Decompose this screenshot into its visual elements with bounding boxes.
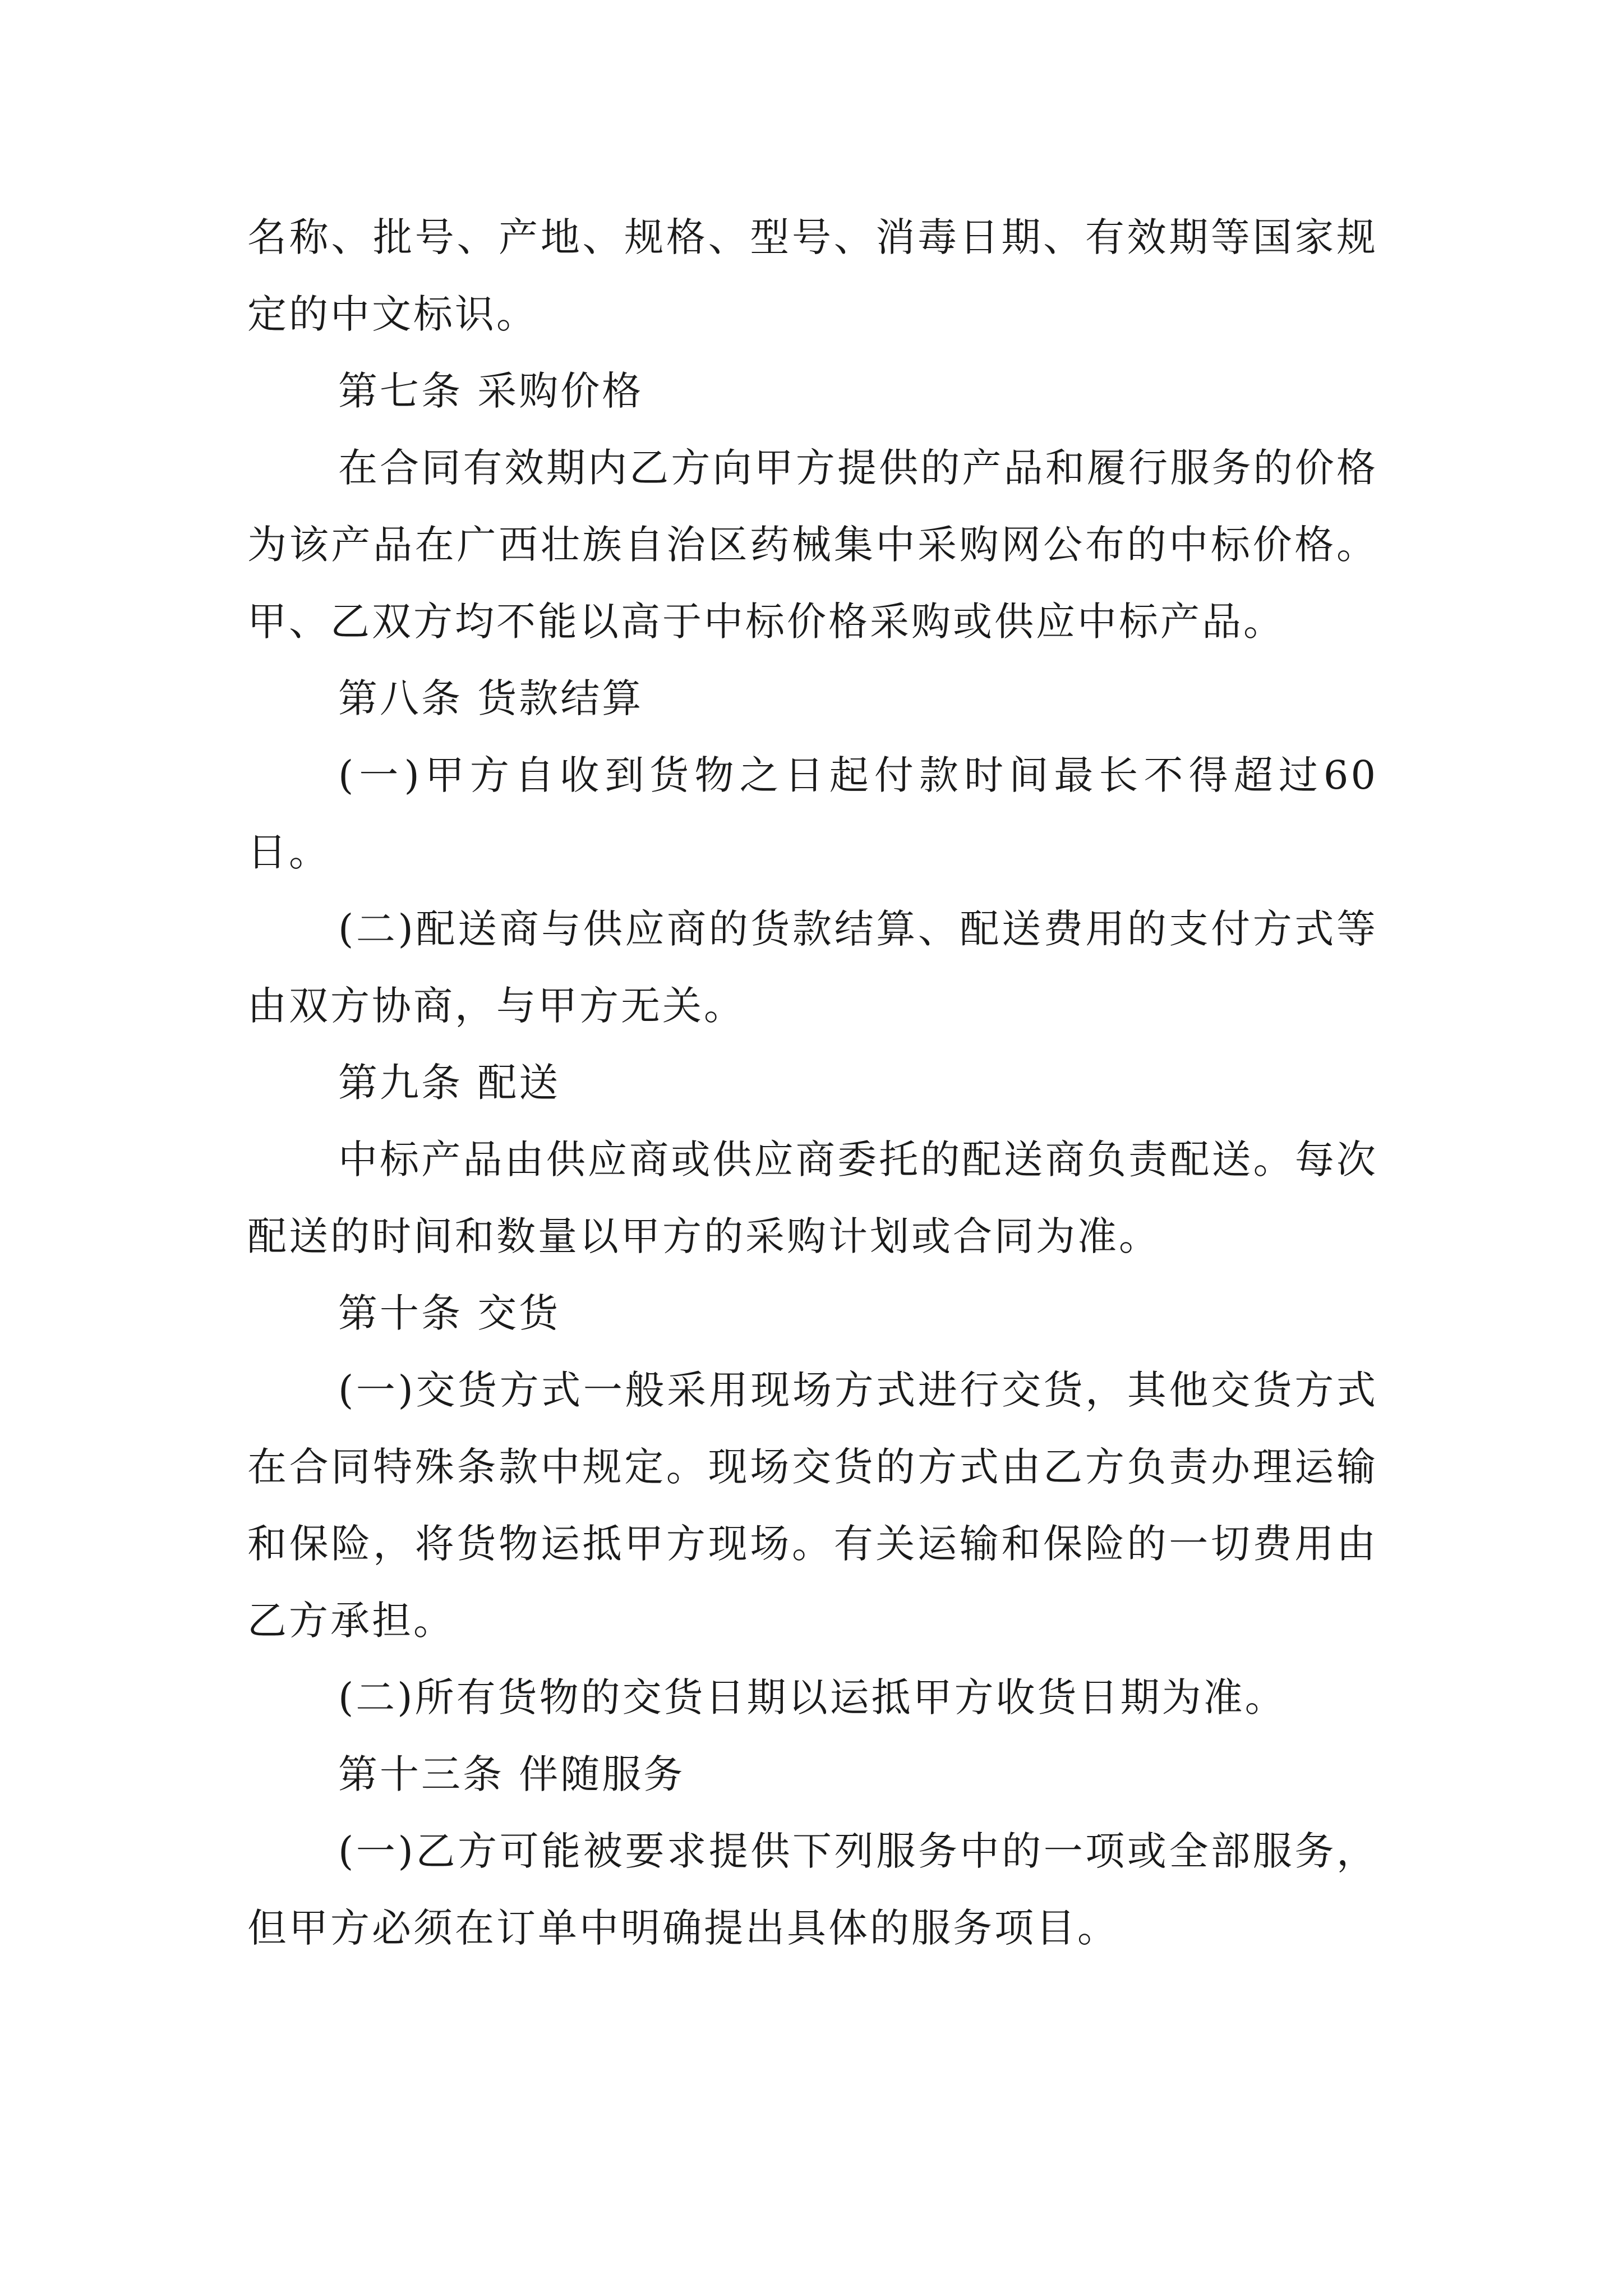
paragraph-delivery-1: (一)交货方式一般采用现场方式进行交货，其他交货方式在合同特殊条款中规定。现场交货的方式由乙方负责办理运输和保险，将货物运抵甲方现场。有关运输和保险的一切费用由乙方承担。: [247, 1367, 1378, 1644]
section-heading-article-13: 第十三条 伴随服务: [338, 1751, 685, 1797]
paragraph-delivery-2: (二)所有货物的交货日期以运抵甲方收货日期为准。: [338, 1674, 1287, 1720]
section-heading-article-9: 第九条 配送: [338, 1060, 561, 1106]
document-body: [247, 199, 1378, 1967]
paragraph-payment-2: (二)配送商与供应商的货款结算、配送费用的支付方式等由双方协商，与甲方无关。: [247, 906, 1378, 1029]
paragraph-distribution: 中标产品由供应商或供应商委托的配送商负责配送。每次配送的时间和数量以甲方的采购计划或合同为准。: [247, 1137, 1378, 1259]
paragraph-payment-1: (一)甲方自收到货物之日起付款时间最长不得超过60日。: [247, 752, 1378, 875]
paragraph-services-1: (一)乙方可能被要求提供下列服务中的一项或全部服务，但甲方必须在订单中明确提出具体的服务项目。: [247, 1828, 1378, 1951]
paragraph-purchase-price: 在合同有效期内乙方向甲方提供的产品和履行服务的价格为该产品在广西壮族自治区药械集中采购网公布的中标价格。甲、乙双方均不能以高于中标价格采购或供应中标产品。: [247, 445, 1378, 645]
section-heading-article-7: 第七条 采购价格: [338, 368, 644, 414]
section-heading-article-10: 第十条 交货: [338, 1290, 561, 1336]
paragraph-continuation: 名称、批号、产地、规格、型号、消毒日期、有效期等国家规定的中文标识。: [247, 214, 1378, 337]
section-heading-article-8: 第八条 货款结算: [338, 675, 644, 721]
